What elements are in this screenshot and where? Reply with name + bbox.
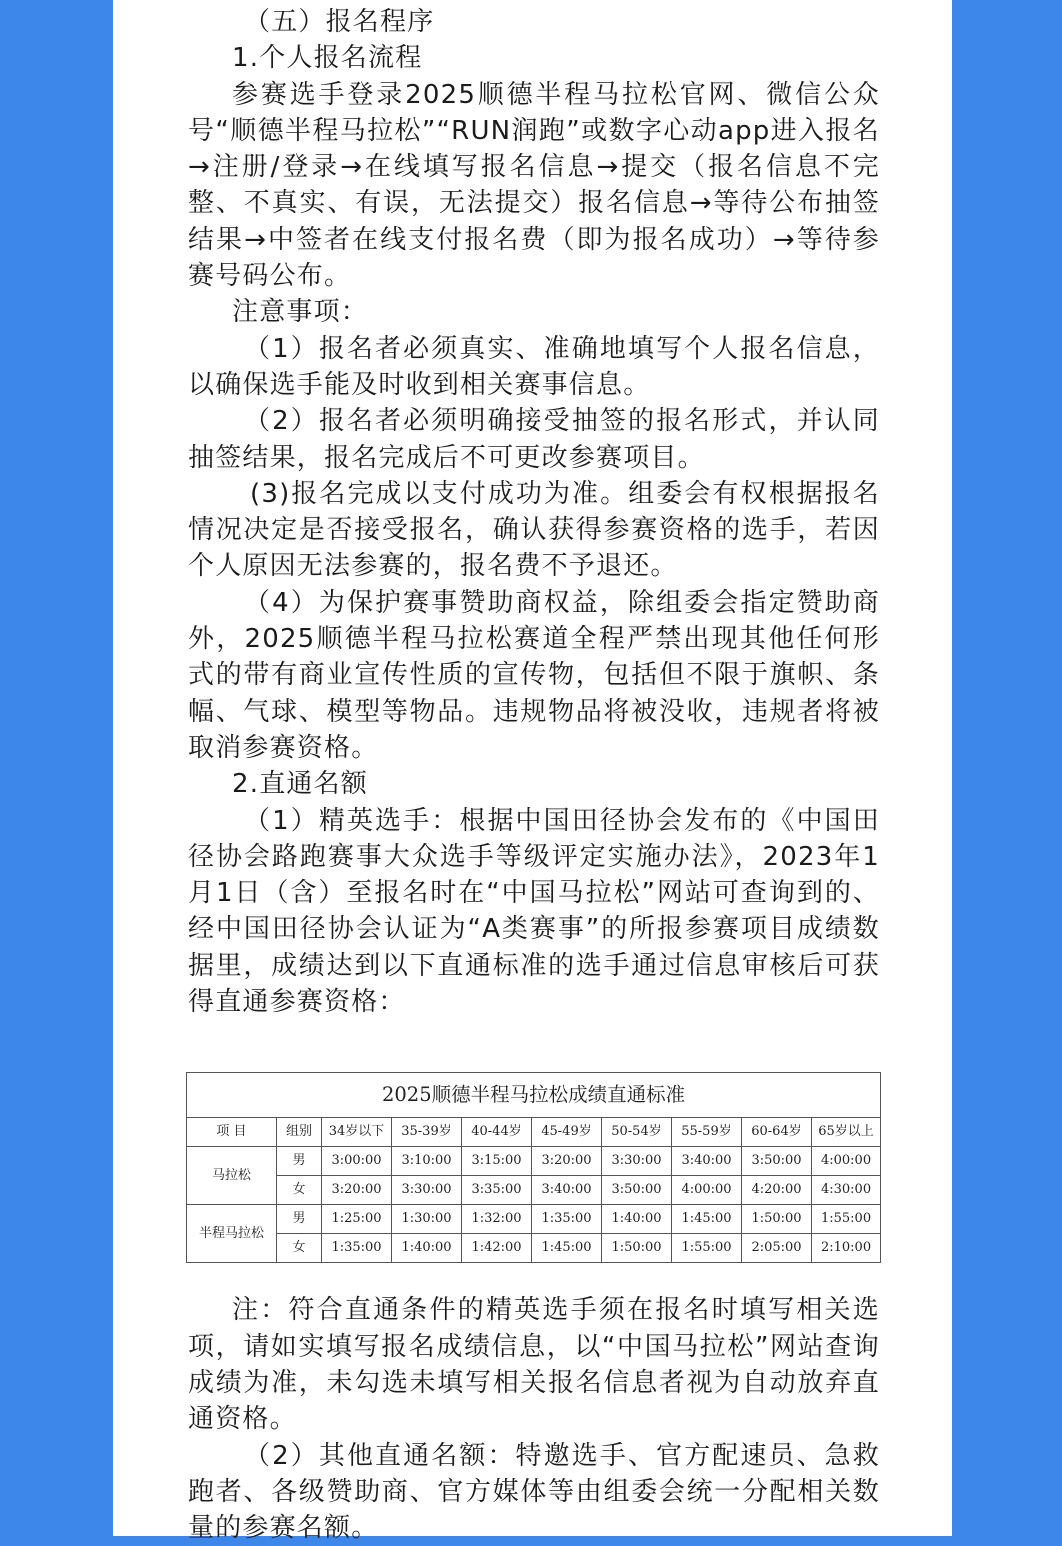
time-cell: 4:20:00 [742,1176,812,1205]
gender-cell: 女 [277,1176,322,1205]
qualifying-standards-table-wrapper [186,1072,880,1263]
time-cell: 3:00:00 [322,1147,392,1176]
event-cell-half-marathon: 半程马拉松 [187,1205,277,1263]
document-page [113,0,952,1536]
time-cell: 3:30:00 [602,1147,672,1176]
time-cell: 2:05:00 [742,1234,812,1263]
time-cell: 3:20:00 [532,1147,602,1176]
time-cell: 1:35:00 [532,1205,602,1234]
elite-athlete-paragraph: （1）精英选手：根据中国田径协会发布的《中国田径协会路跑赛事大众选手等级评定实施办法》，2023年1月1日（含）至报名时在“中国马拉松”网站可查询到的、经中国田径协会认证为“A类赛事”的所报参赛项目成绩数据里，成绩达到以下直通标准的选手通过信息审核后可获得直通参赛资格： [188,803,880,1021]
note-item-3: (3)报名完成以支付成功为准。组委会有权根据报名情况决定是否接受报名，确认获得参赛资格的选手，若因个人原因无法参赛的，报名费不予退还。 [188,476,880,585]
time-cell: 3:50:00 [602,1176,672,1205]
header-age-group: 40-44岁 [462,1118,532,1147]
time-cell: 3:40:00 [672,1147,742,1176]
sub-heading-individual-registration: 1.个人报名流程 [188,40,880,76]
notes-heading: 注意事项： [188,294,880,330]
time-cell: 3:15:00 [462,1147,532,1176]
time-cell: 3:20:00 [322,1176,392,1205]
document-content [188,4,880,1546]
header-age-group: 45-49岁 [532,1118,602,1147]
table-caption: 2025顺德半程马拉松成绩直通标准 [187,1073,881,1118]
table-row [187,1205,881,1234]
gender-cell: 男 [277,1205,322,1234]
gender-cell: 男 [277,1147,322,1176]
time-cell: 1:45:00 [672,1205,742,1234]
table-row [187,1176,881,1205]
note-item-1: （1）报名者必须真实、准确地填写个人报名信息，以确保选手能及时收到相关赛事信息。 [188,331,880,404]
time-cell: 4:30:00 [812,1176,881,1205]
time-cell: 1:45:00 [532,1234,602,1263]
time-cell: 1:50:00 [742,1205,812,1234]
time-cell: 3:35:00 [462,1176,532,1205]
time-cell: 1:25:00 [322,1205,392,1234]
table-header-row [187,1118,881,1147]
sub-heading-direct-entry: 2.直通名额 [188,766,880,802]
header-age-group: 35-39岁 [392,1118,462,1147]
time-cell: 3:40:00 [532,1176,602,1205]
time-cell: 1:55:00 [812,1205,881,1234]
other-direct-entry-paragraph: （2）其他直通名额：特邀选手、官方配速员、急救跑者、各级赞助商、官方媒体等由组委会统一分配相关数量的参赛名额。 [188,1438,880,1546]
qualifying-standards-table [186,1072,881,1263]
header-age-group: 60-64岁 [742,1118,812,1147]
header-age-group: 50-54岁 [602,1118,672,1147]
time-cell: 3:10:00 [392,1147,462,1176]
time-cell: 1:40:00 [602,1205,672,1234]
time-cell: 1:42:00 [462,1234,532,1263]
time-cell: 1:32:00 [462,1205,532,1234]
time-cell: 1:35:00 [322,1234,392,1263]
time-cell: 4:00:00 [672,1176,742,1205]
section-heading: （五）报名程序 [188,4,880,40]
event-cell-marathon: 马拉松 [187,1147,277,1205]
time-cell: 1:30:00 [392,1205,462,1234]
table-row [187,1147,881,1176]
note-item-4: （4）为保护赛事赞助商权益，除组委会指定赞助商外，2025顺德半程马拉松赛道全程严禁出现其他任何形式的带有商业宣传性质的宣传物，包括但不限于旗帜、条幅、气球、模型等物品。违规物品将被没收，违规者将被取消参赛资格。 [188,585,880,766]
header-age-group: 55-59岁 [672,1118,742,1147]
time-cell: 3:50:00 [742,1147,812,1176]
time-cell: 1:50:00 [602,1234,672,1263]
time-cell: 1:40:00 [392,1234,462,1263]
note-item-2: （2）报名者必须明确接受抽签的报名形式，并认同抽签结果，报名完成后不可更改参赛项目。 [188,403,880,476]
registration-process-paragraph: 参赛选手登录2025顺德半程马拉松官网、微信公众号“顺德半程马拉松”“RUN润跑”或数字心动app进入报名→注册/登录→在线填写报名信息→提交（报名信息不完整、不真实、有误，无法提交）报名信息→等待公布抽签结果→中签者在线支付报名费（即为报名成功）→等待参赛号码公布。 [188,77,880,295]
time-cell: 4:00:00 [812,1147,881,1176]
gender-cell: 女 [277,1234,322,1263]
time-cell: 3:30:00 [392,1176,462,1205]
time-cell: 1:55:00 [672,1234,742,1263]
header-group: 组别 [277,1118,322,1147]
header-item: 项 目 [187,1118,277,1147]
header-age-group: 65岁以上 [812,1118,881,1147]
elite-entry-note: 注：符合直通条件的精英选手须在报名时填写相关选项，请如实填写报名成绩信息，以“中国马拉松”网站查询成绩为准，未勾选未填写相关报名信息者视为自动放弃直通资格。 [188,1292,880,1437]
time-cell: 2:10:00 [812,1234,881,1263]
table-row [187,1234,881,1263]
header-age-group: 34岁以下 [322,1118,392,1147]
